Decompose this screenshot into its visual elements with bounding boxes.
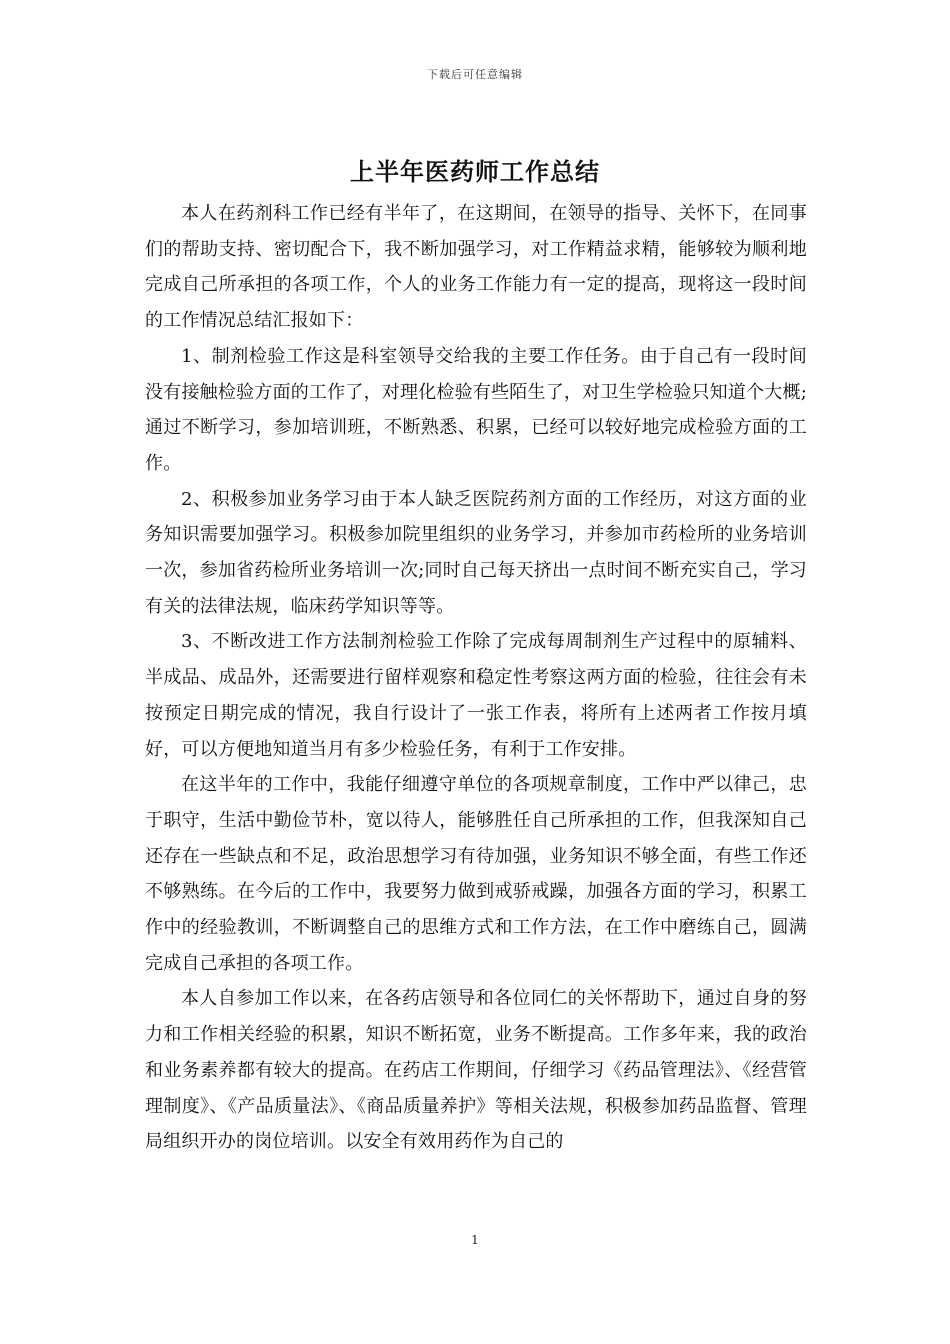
paragraph-item-1: 1、制剂检验工作这是科室领导交给我的主要工作任务。由于自己有一段时间没有接触检验方面的工作了，对理化检验有些陌生了，对卫生学检验只知道个大概;通过不断学习，参加培训班，不断熟悉、积累，已经可以较好地完成检验方面的工作。 <box>145 345 807 474</box>
document-title: 上半年医药师工作总结 <box>350 158 600 186</box>
paragraph-experience: 本人自参加工作以来，在各药店领导和各位同仁的关怀帮助下，通过自身的努力和工作相关经验的积累，知识不断拓宽，业务不断提高。工作多年来，我的政治和业务素养都有较大的提高。在药店工作期间，仔细学习《药品管理法》、《经营管理制度》、《产品质量法》、《商品质量养护》等相关法规，积极参加药品监督、管理局组织开办的岗位培训。以安全有效用药作为自己的 <box>145 988 807 1153</box>
paragraph-reflection: 在这半年的工作中，我能仔细遵守单位的各项规章制度，工作中严以律己，忠于职守，生活中勤俭节朴，宽以待人，能够胜任自己所承担的工作，但我深知自己还存在一些缺点和不足，政治思想学习有待加强，业务知识不够全面，有些工作还不够熟练。在今后的工作中，我要努力做到戒骄戒躁，加强各方面的学习，积累工作中的经验教训，不断调整自己的思维方式和工作方法，在工作中磨练自己，圆满完成自己承担的各项工作。 <box>145 774 807 974</box>
paragraph-intro: 本人在药剂科工作已经有半年了，在这期间，在领导的指导、关怀下，在同事们的帮助支持、密切配合下，我不断加强学习，对工作精益求精，能够较为顺利地完成自己所承担的各项工作，个人的业务工作能力有一定的提高，现将这一段时间的工作情况总结汇报如下： <box>145 203 807 332</box>
header-note: 下载后可任意编辑 <box>427 68 523 81</box>
paragraph-item-3: 3、不断改进工作方法制剂检验工作除了完成每周制剂生产过程中的原辅料、半成品、成品外，还需要进行留样观察和稳定性考察这两方面的检验，往往会有未按预定日期完成的情况，我自行设计了一张工作表，将所有上述两者工作按月填好，可以方便地知道当月有多少检验任务，有利于工作安排。 <box>145 631 807 760</box>
paragraph-item-2: 2、积极参加业务学习由于本人缺乏医院药剂方面的工作经历，对这方面的业务知识需要加强学习。积极参加院里组织的业务学习，并参加市药检所的业务培训一次，参加省药检所业务培训一次;同时自己每天挤出一点时间不断充实自己，学习有关的法律法规，临床药学知识等等。 <box>145 488 807 617</box>
document-body <box>145 196 807 1160</box>
page-number: 1 <box>471 1233 479 1247</box>
